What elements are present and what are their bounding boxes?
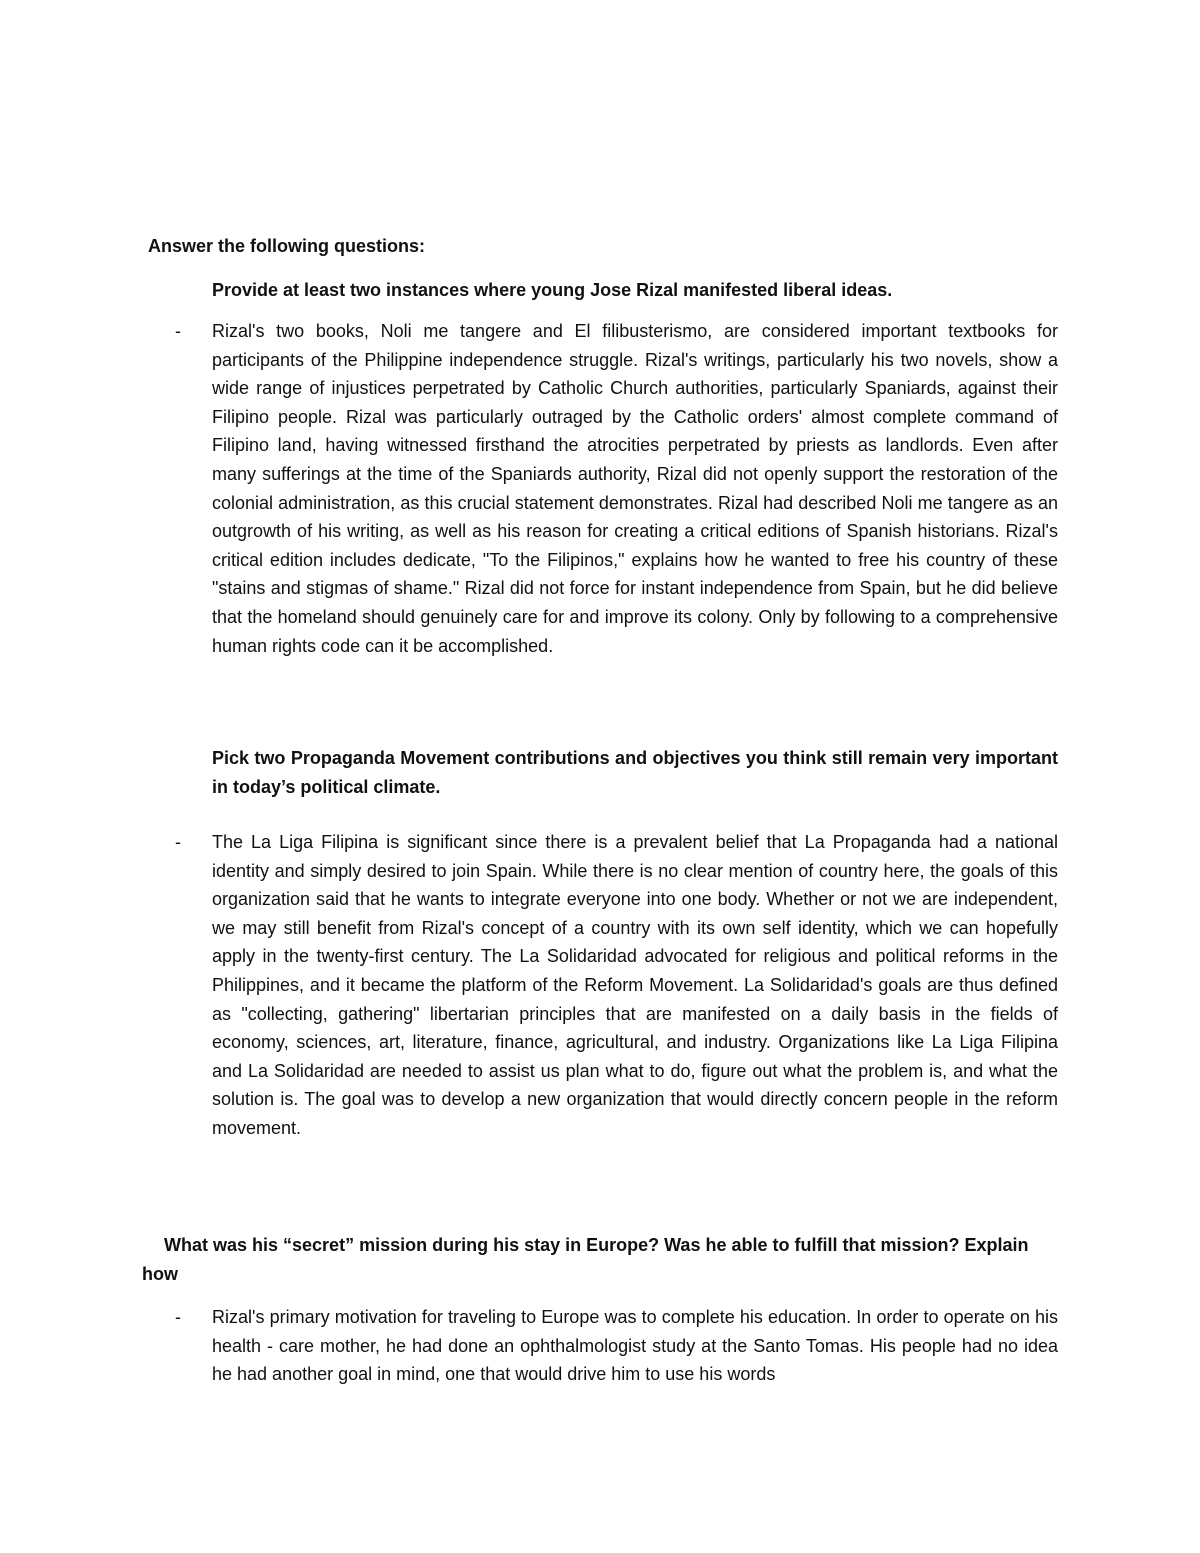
answer-3 xyxy=(175,1303,1058,1389)
answer-2-text: The La Liga Filipina is significant since there is a prevalent belief that La Propaganda had a national identity and simply desired to join Spain. While there is no clear mention of country here, the goals of this organization said that he wants to integrate everyone into one body. Whether or not we are independent, we may still benefit from Rizal's concept of a country with its own self identity, which we can hopefully apply in the twenty-first century. The La Solidaridad advocated for religious and political reforms in the Philippines, and it became the platform of the Reform Movement. La Solidaridad's goals are thus defined as "collecting, gathering" libertarian principles that are manifested on a daily basis in the fields of economy, sciences, art, literature, finance, agricultural, and industry. Organizations like La Liga Filipina and La Solidaridad are needed to assist us plan what to do, figure out what the problem is, and what the solution is. The goal was to develop a new organization that would directly concern people in the reform movement. xyxy=(212,832,1058,1138)
bullet-dash: - xyxy=(175,832,181,852)
question-1-title: Provide at least two instances where young Jose Rizal manifested liberal ideas. xyxy=(212,280,893,300)
bullet-dash: - xyxy=(175,321,181,341)
bullet-dash: - xyxy=(175,1307,181,1327)
question-2-title: Pick two Propaganda Movement contributions and objectives you think still remain very important in today’s political climate. xyxy=(212,748,1058,797)
answer-1 xyxy=(175,317,1058,660)
question-3-title: What was his “secret” mission during his stay in Europe? Was he able to fulfill that mission? Explain how xyxy=(142,1235,1029,1284)
answer-2 xyxy=(175,828,1058,1143)
answer-3-text: Rizal's primary motivation for traveling to Europe was to complete his education. In order to operate on his health - care mother, he had done an ophthalmologist study at the Santo Tomas. His people had no idea he had another goal in mind, one that would drive him to use his words xyxy=(212,1307,1058,1385)
instruction-heading: Answer the following questions: xyxy=(148,236,426,256)
answer-1-text: Rizal's two books, Noli me tangere and El filibusterismo, are considered important textbooks for participants of the Philippine independence struggle. Rizal's writings, particularly his two novels, show a wide range of injustices perpetrated by Catholic Church authorities, particularly Spaniards, against their Filipino people. Rizal was particularly outraged by the Catholic orders' almost complete command of Filipino land, having witnessed firsthand the atrocities perpetrated by priests as landlords. Even after many sufferings at the time of the Spaniards authority, Rizal did not openly support the restoration of the colonial administration, as this crucial statement demonstrates. Rizal had described Noli me tangere as an outgrowth of his writing, as well as his reason for creating a critical editions of Spanish historians. Rizal's critical edition includes dedicate, "To the Filipinos," explains how he wanted to free his country of these "stains and stigmas of shame." Rizal did not force for instant independence from Spain, but he did believe that the homeland should genuinely care for and improve its colony. Only by following to a comprehensive human rights code can it be accomplished. xyxy=(212,321,1058,656)
